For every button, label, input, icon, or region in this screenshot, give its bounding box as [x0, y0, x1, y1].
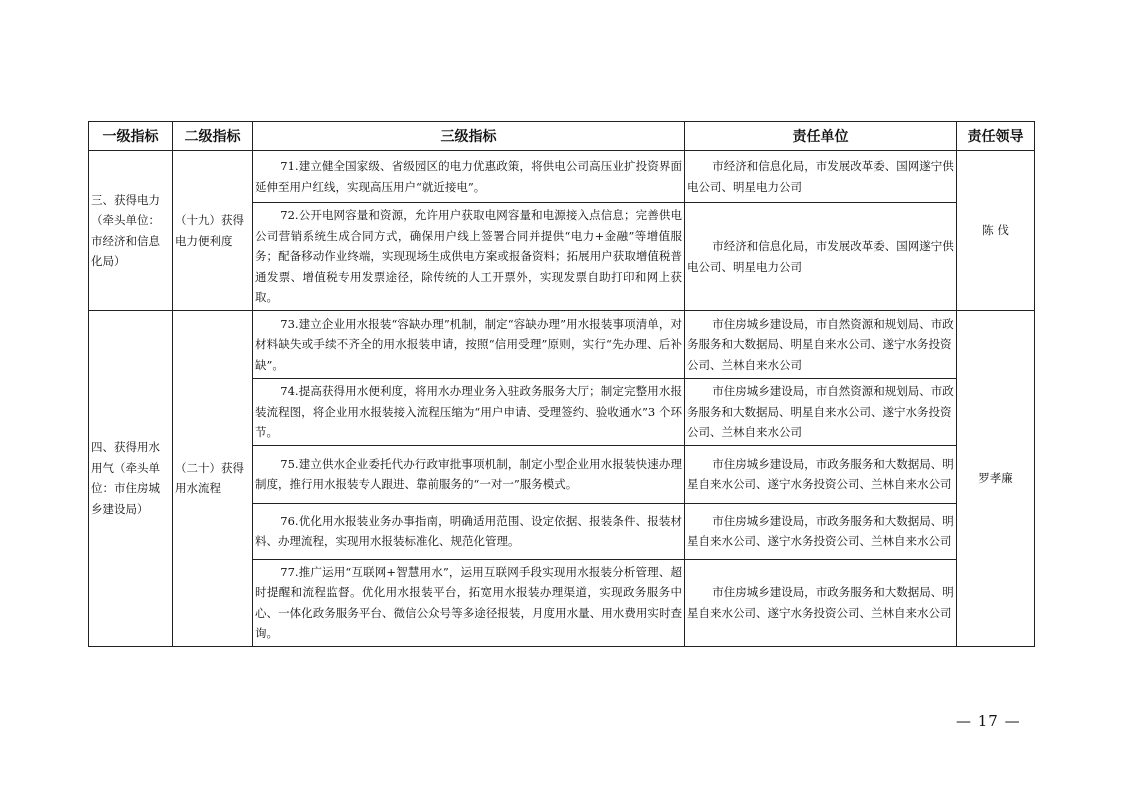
level1-cell: 三、获得电力（牵头单位：市经济和信息化局） [89, 151, 173, 311]
page-number: — 17 — [956, 712, 1021, 730]
header-leader: 责任领导 [957, 122, 1035, 151]
level2-cell: （二十）获得用水流程 [173, 311, 253, 647]
leader-cell: 罗孝廉 [957, 311, 1035, 647]
table-row [89, 151, 1035, 203]
indicator-table [88, 121, 1035, 647]
header-unit: 责任单位 [685, 122, 957, 151]
unit-cell: 市经济和信息化局，市发展改革委、国网遂宁供电公司、明星电力公司 [685, 151, 957, 203]
header-level1: 一级指标 [89, 122, 173, 151]
unit-cell: 市住房城乡建设局，市自然资源和规划局、市政务服务和大数据局、明星自来水公司、遂宁水务投资公司、兰林自来水公司 [685, 311, 957, 379]
unit-cell: 市住房城乡建设局，市政务服务和大数据局、明星自来水公司、遂宁水务投资公司、兰林自来水公司 [685, 503, 957, 559]
level3-cell: 72.公开电网容量和资源，允许用户获取电网容量和电源接入点信息；完善供电公司营销系统生成合同方式，确保用户线上签署合同并提供“电力+金融”等增值服务；配备移动作业终端，实现现场生成供电方案或报备资料；拓展用户获取增值税普通发票、增值税专用发票途径，除传统的人工开票外，实现发票自助打印和网上获取。 [253, 203, 685, 311]
header-level3: 三级指标 [253, 122, 685, 151]
level3-cell: 74.提高获得用水便利度，将用水办理业务入驻政务服务大厅；制定完整用水报装流程图，将企业用水报装接入流程压缩为“用户申请、受理签约、验收通水”3 个环节。 [253, 379, 685, 446]
unit-cell: 市经济和信息化局，市发展改革委、国网遂宁供电公司、明星电力公司 [685, 203, 957, 311]
header-level2: 二级指标 [173, 122, 253, 151]
table-header-row [89, 122, 1035, 151]
level3-cell: 71.建立健全国家级、省级园区的电力优惠政策，将供电公司高压业扩投资界面延伸至用户红线，实现高压用户“就近接电”。 [253, 151, 685, 203]
table-row [89, 311, 1035, 379]
leader-cell: 陈 伐 [957, 151, 1035, 311]
level3-cell: 73.建立企业用水报装“容缺办理”机制，制定“容缺办理”用水报装事项清单，对材料缺失或手续不齐全的用水报装申请，按照“信用受理”原则，实行“先办理、后补缺”。 [253, 311, 685, 379]
unit-cell: 市住房城乡建设局，市政务服务和大数据局、明星自来水公司、遂宁水务投资公司、兰林自来水公司 [685, 559, 957, 646]
level1-cell: 四、获得用水用气（牵头单位：市住房城乡建设局） [89, 311, 173, 647]
unit-cell: 市住房城乡建设局，市政务服务和大数据局、明星自来水公司、遂宁水务投资公司、兰林自来水公司 [685, 445, 957, 503]
level2-cell: （十九）获得电力便利度 [173, 151, 253, 311]
level3-cell: 75.建立供水企业委托代办行政审批事项机制，制定小型企业用水报装快速办理制度，推行用水报装专人跟进、靠前服务的“一对一”服务模式。 [253, 445, 685, 503]
level3-cell: 76.优化用水报装业务办事指南，明确适用范围、设定依据、报装条件、报装材料、办理流程，实现用水报装标准化、规范化管理。 [253, 503, 685, 559]
unit-cell: 市住房城乡建设局，市自然资源和规划局、市政务服务和大数据局、明星自来水公司、遂宁水务投资公司、兰林自来水公司 [685, 379, 957, 446]
level3-cell: 77.推广运用“互联网+智慧用水”，运用互联网手段实现用水报装分析管理、超时提醒和流程监督。优化用水报装平台，拓宽用水报装办理渠道，实现政务服务中心、一体化政务服务平台、微信公众号等多途径报装，月度用水量、用水费用实时查询。 [253, 559, 685, 646]
